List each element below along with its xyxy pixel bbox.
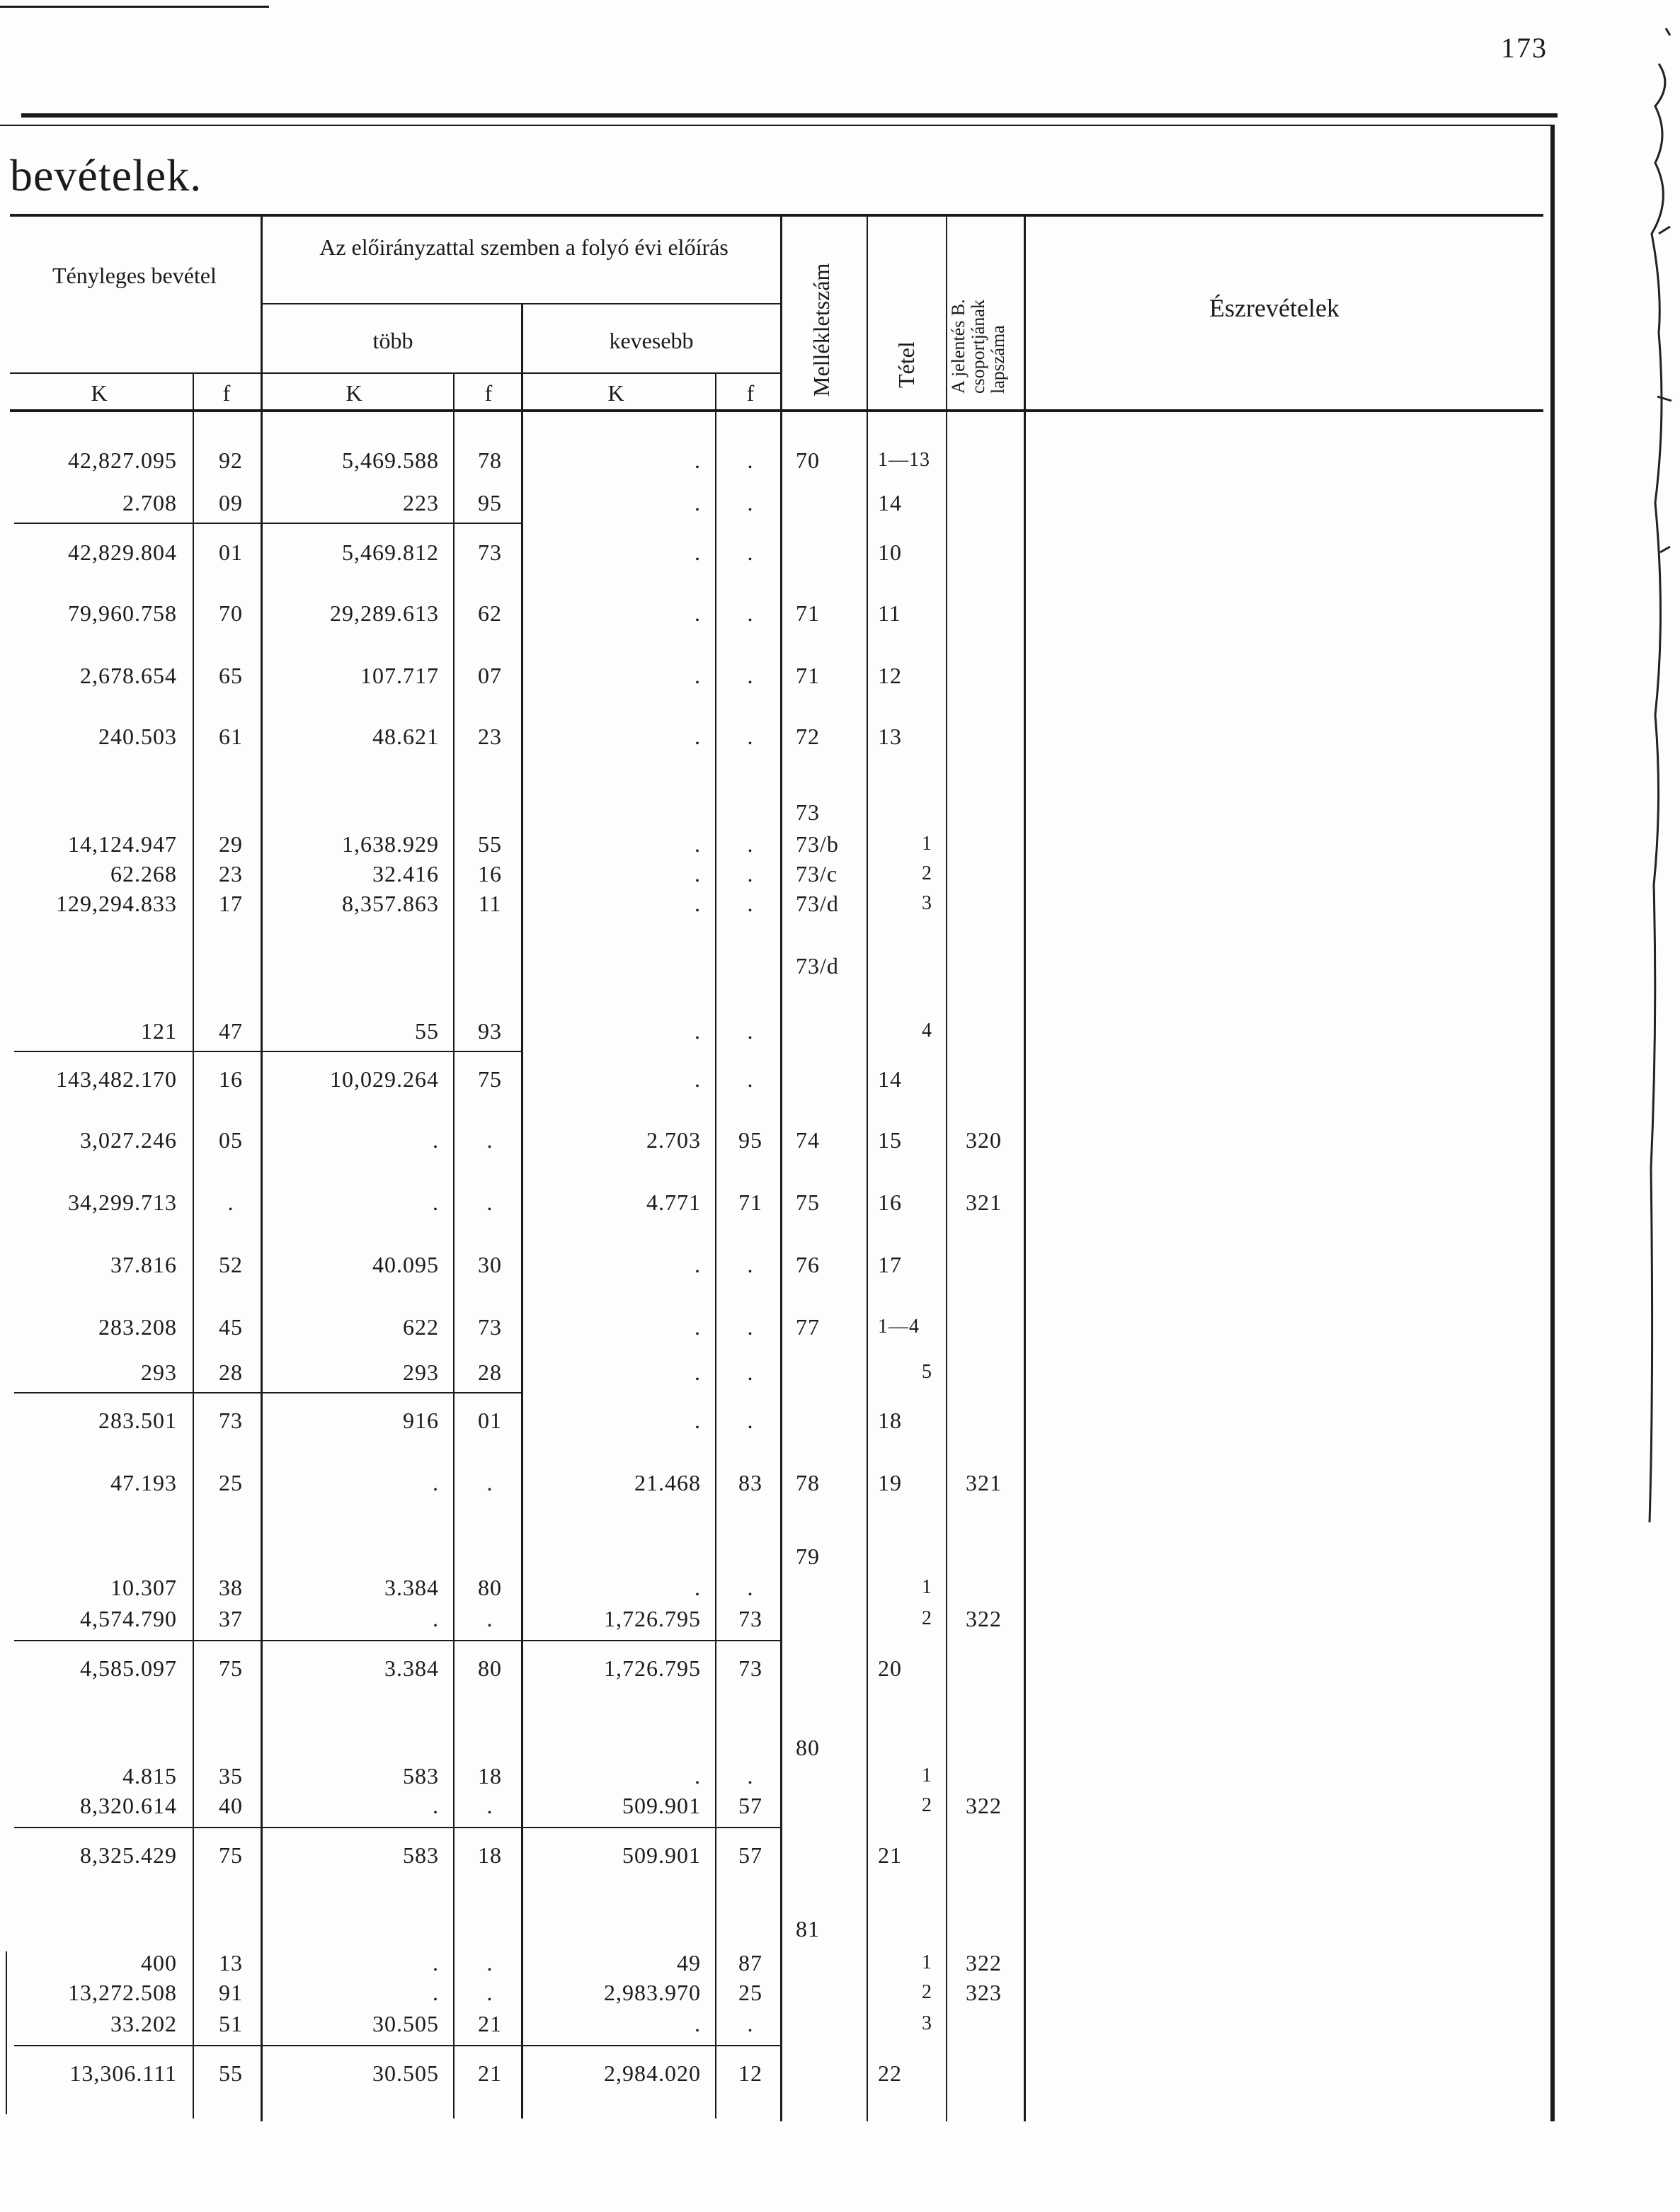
cell-tobb-f: 55 [478,831,502,857]
cell-kevesebb-k: 1,726.795 [604,1606,701,1631]
header-f: f [222,380,231,406]
cell-kevesebb-k: 21.468 [634,1470,701,1495]
cell-tenyleges-k: 4.815 [122,1763,177,1789]
cell-kevesebb-k: 509.901 [622,1842,701,1868]
cell-tobb-k: . [433,1793,439,1818]
cell-tenyleges-f: 55 [219,2060,243,2086]
cell-kevesebb-k: . [695,447,701,473]
cell-kevesebb-k: . [695,663,701,688]
cell-mellekletszam: 73 [796,799,820,825]
cell-kevesebb-k: 2,983.970 [604,1980,701,2005]
cell-tobb-f: 18 [478,1842,502,1868]
cell-tobb-k: 30.505 [372,2011,439,2036]
cell-tobb-k: 916 [403,1408,439,1433]
cell-tenyleges-k: 143,482.170 [56,1066,177,1092]
cell-kevesebb-k: . [695,891,701,916]
cell-kevesebb-k: . [695,1066,701,1092]
cell-kevesebb-k: . [695,1314,701,1340]
table-top-rule [10,214,1543,217]
cell-tenyleges-f: 70 [219,600,243,626]
cell-tobb-f: 62 [478,600,502,626]
cell-tenyleges-f: 75 [219,1655,243,1681]
cell-kevesebb-f: . [747,1252,754,1277]
cell-tobb-f: 73 [478,1314,502,1340]
cell-lapszam: 322 [966,1606,1002,1631]
cell-tenyleges-f: 52 [219,1252,243,1277]
kf-subheader-rule [10,372,782,374]
cell-tetel: 13 [878,724,902,749]
cell-tobb-k: 622 [403,1314,439,1340]
cell-tobb-k: 10,029.264 [330,1066,439,1092]
col-rule [946,217,947,2121]
subtotal-rule [14,523,521,524]
cell-tenyleges-f: 65 [219,663,243,688]
col-rule [715,374,716,409]
cell-tobb-k: 40.095 [372,1252,439,1277]
cell-tenyleges-f: 73 [219,1408,243,1433]
cell-tenyleges-k: 283.501 [98,1408,177,1433]
cell-tobb-f: . [486,1606,493,1631]
col-rule [715,412,716,2119]
cell-tenyleges-f: 16 [219,1066,243,1092]
cell-tenyleges-k: 79,960.758 [68,600,177,626]
cell-tobb-k: 583 [403,1763,439,1789]
cell-kevesebb-f: . [747,490,754,515]
cell-kevesebb-k: . [695,1575,701,1600]
cell-tobb-f: 78 [478,447,502,473]
cell-kevesebb-f: 25 [738,1980,762,2005]
cell-kevesebb-k: . [695,1408,701,1433]
subtotal-rule [14,1392,521,1393]
cell-tenyleges-k: 129,294.833 [56,891,177,916]
cell-lapszam: 323 [966,1980,1002,2005]
cell-tenyleges-f: 51 [219,2011,243,2036]
cell-kevesebb-f: . [747,831,754,857]
col-rule [193,374,194,409]
cell-tetel: 11 [878,600,901,626]
cell-tetel: 10 [878,540,902,565]
cell-tobb-k: 30.505 [372,2060,439,2086]
cell-tenyleges-k: 2.708 [122,490,177,515]
cell-tetel: 20 [878,1655,902,1681]
cell-mellekletszam: 73/d [796,953,839,979]
cell-kevesebb-f: . [747,447,754,473]
cell-tobb-k: . [433,1470,439,1495]
cell-tobb-f: 73 [478,540,502,565]
cell-tenyleges-k: 62.268 [110,861,177,886]
cell-kevesebb-f: . [747,663,754,688]
cell-kevesebb-f: 71 [738,1190,762,1215]
cell-mellekletszam: 73/d [796,891,839,916]
cell-tetel: 2 [922,862,932,884]
cell-tenyleges-k: 34,299.713 [68,1190,177,1215]
subtotal-rule [14,1640,780,1641]
cell-tetel: 2 [922,1607,932,1629]
cell-tobb-f: . [486,1950,493,1976]
cell-kevesebb-f: 73 [738,1606,762,1631]
cell-tetel: 21 [878,1842,902,1868]
header-group: Az előirányzattal szemben a folyó évi előírás [319,234,728,260]
header-f: f [484,380,493,406]
table-header-bottom-rule [10,409,1543,412]
cell-tenyleges-k: 293 [141,1359,177,1385]
cell-tobb-f: 21 [478,2011,502,2036]
cell-tenyleges-f: 05 [219,1127,243,1153]
header-eszrevetelek: Észrevételek [1209,294,1339,322]
cell-kevesebb-k: . [695,1763,701,1789]
cell-tetel: 1—13 [878,449,930,471]
cell-tobb-f: 18 [478,1763,502,1789]
cell-tenyleges-f: 45 [219,1314,243,1340]
cell-mellekletszam: 76 [796,1252,820,1277]
subtotal-rule [14,1051,521,1052]
header-rule-thin [0,125,1550,126]
cell-tenyleges-f: 61 [219,724,243,749]
cell-tetel: 1 [922,1765,932,1786]
cell-mellekletszam: 70 [796,447,820,473]
cell-tetel: 17 [878,1252,902,1277]
cell-mellekletszam: 81 [796,1916,820,1942]
cell-tenyleges-k: 2,678.654 [80,663,177,688]
cell-mellekletszam: 78 [796,1470,820,1495]
cell-tenyleges-k: 42,829.804 [68,540,177,565]
page-title: bevételek. [10,150,202,200]
cell-tenyleges-k: 400 [141,1950,177,1976]
cell-kevesebb-k: 4.771 [646,1190,701,1215]
col-rule [453,374,455,409]
cell-mellekletszam: 75 [796,1190,820,1215]
cell-tetel: 2 [922,1981,932,2003]
cell-tenyleges-k: 3,027.246 [80,1127,177,1153]
header-jelentes: A jelentés B. csoportjának lapszáma [948,299,1008,394]
page-number: 173 [1501,32,1548,64]
cell-tobb-f: 11 [478,891,502,916]
cell-kevesebb-f: 57 [738,1793,762,1818]
cell-kevesebb-f: . [747,1066,754,1092]
margin-scribble [1638,0,1680,2212]
cell-tetel: 15 [878,1127,902,1153]
cell-tobb-k: 55 [415,1018,439,1044]
cell-tetel: 4 [922,1020,932,1042]
cell-tobb-k: . [433,1980,439,2005]
cell-tobb-f: . [486,1793,493,1818]
cell-tobb-k: 1,638.929 [342,831,439,857]
cell-tenyleges-k: 8,320.614 [80,1793,177,1818]
cell-kevesebb-k: . [695,861,701,886]
cell-tenyleges-f: 01 [219,540,243,565]
cell-tetel: 19 [878,1470,902,1495]
cell-tetel: 18 [878,1408,902,1433]
cell-tetel: 3 [922,892,932,914]
cell-tobb-f: 80 [478,1575,502,1600]
cell-tobb-f: . [486,1127,493,1153]
cell-kevesebb-f: 83 [738,1470,762,1495]
cell-tobb-f: 95 [478,490,502,515]
cell-tobb-f: 93 [478,1018,502,1044]
right-border [1550,125,1555,2121]
cell-kevesebb-k: 49 [677,1950,701,1976]
header-f: f [746,380,755,406]
cell-tobb-f: 75 [478,1066,502,1092]
cell-mellekletszam: 77 [796,1314,820,1340]
cell-kevesebb-f: . [747,1408,754,1433]
cell-tetel: 14 [878,490,902,515]
cell-tenyleges-f: 92 [219,447,243,473]
cell-tetel: 14 [878,1066,902,1092]
cell-tobb-k: . [433,1950,439,1976]
cell-tobb-k: 583 [403,1842,439,1868]
cell-mellekletszam: 72 [796,724,820,749]
cell-tetel: 1 [922,1576,932,1598]
cell-tenyleges-k: 42,827.095 [68,447,177,473]
cell-tenyleges-k: 47.193 [110,1470,177,1495]
cell-tenyleges-k: 283.208 [98,1314,177,1340]
cell-tobb-f: 28 [478,1359,502,1385]
cell-tobb-k: 32.416 [372,861,439,886]
cell-tetel: 1—4 [878,1316,920,1338]
top-stub-line [0,6,269,8]
cell-tenyleges-k: 4,585.097 [80,1655,177,1681]
cell-tobb-f: 01 [478,1408,502,1433]
cell-kevesebb-f: . [747,861,754,886]
col-rule [453,412,455,2119]
cell-tetel: 12 [878,663,902,688]
cell-tenyleges-f: 35 [219,1763,243,1789]
cell-tobb-f: 80 [478,1655,502,1681]
cell-kevesebb-k: . [695,490,701,515]
cell-kevesebb-f: 87 [738,1950,762,1976]
cell-kevesebb-k: 2,984.020 [604,2060,701,2086]
cell-tetel: 16 [878,1190,902,1215]
col-rule [867,217,868,2121]
cell-tenyleges-k: 240.503 [98,724,177,749]
cell-kevesebb-f: 95 [738,1127,762,1153]
cell-mellekletszam: 71 [796,663,820,688]
cell-kevesebb-f: . [747,540,754,565]
cell-tobb-k: 5,469.812 [342,540,439,565]
cell-tenyleges-f: 13 [219,1950,243,1976]
cell-kevesebb-f: . [747,600,754,626]
cell-tobb-f: 16 [478,861,502,886]
cell-tenyleges-f: 29 [219,831,243,857]
cell-tobb-f: 07 [478,663,502,688]
cell-tenyleges-k: 8,325.429 [80,1842,177,1868]
cell-tobb-k: 48.621 [372,724,439,749]
subtotal-rule [14,2045,780,2046]
cell-tetel: 1 [922,1951,932,1973]
cell-kevesebb-k: 2.703 [646,1127,701,1153]
cell-lapszam: 322 [966,1793,1002,1818]
cell-kevesebb-k: . [695,2011,701,2036]
cell-kevesebb-k: . [695,724,701,749]
cell-mellekletszam: 73/c [796,861,838,886]
cell-lapszam: 321 [966,1470,1002,1495]
cell-kevesebb-k: 509.901 [622,1793,701,1818]
header-tetel: Tétel [893,341,919,388]
cell-tobb-f: . [486,1470,493,1495]
header-kevesebb: kevesebb [609,328,694,353]
cell-kevesebb-k: . [695,600,701,626]
cell-tenyleges-k: 10.307 [110,1575,177,1600]
cell-kevesebb-k: 1,726.795 [604,1655,701,1681]
cell-kevesebb-f: . [747,724,754,749]
cell-tetel: 5 [922,1361,932,1383]
cell-lapszam: 320 [966,1127,1002,1153]
cell-kevesebb-k: . [695,1359,701,1385]
cell-tenyleges-f: 37 [219,1606,243,1631]
cell-kevesebb-k: . [695,831,701,857]
cell-tenyleges-f: 47 [219,1018,243,1044]
cell-tenyleges-k: 33.202 [110,2011,177,2036]
cell-tenyleges-f: . [227,1190,234,1215]
cell-tenyleges-k: 13,306.111 [69,2060,177,2086]
header-k: K [91,380,108,406]
cell-tobb-k: 5,469.588 [342,447,439,473]
cell-tobb-k: . [433,1190,439,1215]
cell-lapszam: 322 [966,1950,1002,1976]
cell-tobb-k: 3.384 [384,1655,439,1681]
cell-lapszam: 321 [966,1190,1002,1215]
cell-tetel: 2 [922,1794,932,1816]
cell-kevesebb-k: . [695,1018,701,1044]
cell-tenyleges-k: 37.816 [110,1252,177,1277]
cell-kevesebb-f: 73 [738,1655,762,1681]
cell-tobb-f: 23 [478,724,502,749]
cell-mellekletszam: 79 [796,1544,820,1569]
cell-mellekletszam: 80 [796,1735,820,1760]
cell-tobb-k: 223 [403,490,439,515]
cell-tenyleges-f: 25 [219,1470,243,1495]
cell-kevesebb-f: . [747,1359,754,1385]
cell-tenyleges-k: 121 [141,1018,177,1044]
cell-tetel: 22 [878,2060,902,2086]
cell-tenyleges-f: 09 [219,490,243,515]
cell-tenyleges-f: 28 [219,1359,243,1385]
cell-tenyleges-f: 38 [219,1575,243,1600]
col-rule [1024,217,1026,2121]
header-k: K [607,380,624,406]
cell-kevesebb-f: . [747,2011,754,2036]
cell-tenyleges-f: 23 [219,861,243,886]
cell-tenyleges-f: 17 [219,891,243,916]
cell-tobb-k: 29,289.613 [330,600,439,626]
cell-kevesebb-k: . [695,540,701,565]
cell-kevesebb-k: . [695,1252,701,1277]
cell-mellekletszam: 74 [796,1127,820,1153]
header-k: K [345,380,362,406]
subtotal-rule [14,1827,780,1828]
cell-tobb-f: . [486,1190,493,1215]
cell-kevesebb-f: 12 [738,2060,762,2086]
cell-tetel: 3 [922,2012,932,2034]
cell-tenyleges-k: 13,272.508 [68,1980,177,2005]
cell-tobb-f: 30 [478,1252,502,1277]
cell-tobb-f: 21 [478,2060,502,2086]
cell-mellekletszam: 71 [796,600,820,626]
cell-tenyleges-f: 75 [219,1842,243,1868]
cell-tobb-k: . [433,1606,439,1631]
cell-tobb-k: 3.384 [384,1575,439,1600]
header-mellekletszam: Mellékletszám [808,263,834,397]
col-rule [193,412,194,2119]
cell-tobb-k: 8,357.863 [342,891,439,916]
cell-kevesebb-f: 57 [738,1842,762,1868]
cell-tenyleges-f: 91 [219,1980,243,2005]
cell-kevesebb-f: . [747,1763,754,1789]
cell-tobb-f: . [486,1980,493,2005]
col-rule [780,217,782,2121]
cell-kevesebb-f: . [747,1575,754,1600]
cell-tobb-k: 293 [403,1359,439,1385]
cell-kevesebb-f: . [747,1314,754,1340]
cell-tenyleges-k: 4,574.790 [80,1606,177,1631]
cell-tobb-k: . [433,1127,439,1153]
header-rule-thick [21,113,1558,118]
cell-tenyleges-f: 40 [219,1793,243,1818]
cell-mellekletszam: 73/b [796,831,839,857]
cell-tobb-k: 107.717 [360,663,439,688]
cell-kevesebb-f: . [747,891,754,916]
header-tobb: több [372,328,413,353]
header-tenyleges: Tényleges bevétel [52,263,217,288]
cell-kevesebb-f: . [747,1018,754,1044]
cell-tetel: 1 [922,833,932,855]
cell-tenyleges-k: 14,124.947 [68,831,177,857]
